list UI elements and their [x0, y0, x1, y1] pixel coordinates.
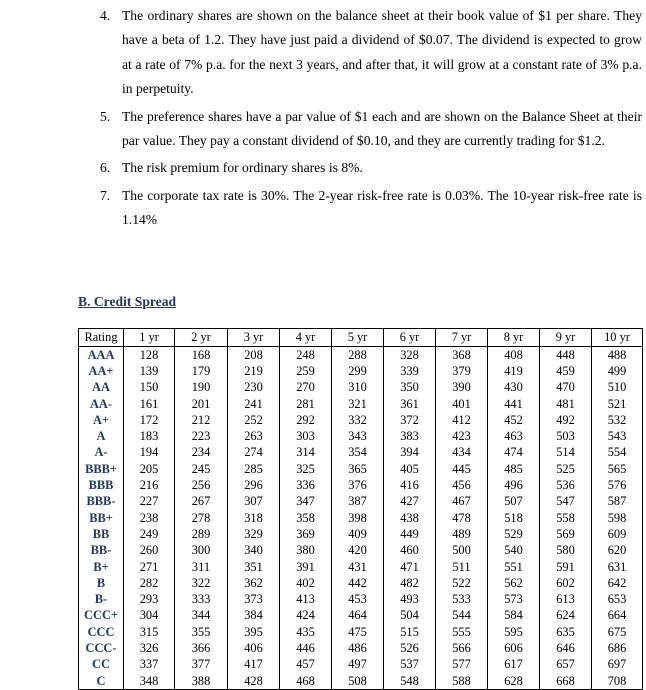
- spread-cell: 252: [228, 412, 280, 428]
- spread-cell: 259: [280, 363, 332, 379]
- spread-cell: 613: [540, 591, 592, 607]
- table-row: [79, 510, 643, 526]
- spread-cell: 470: [540, 380, 592, 396]
- spread-cell: 384: [228, 608, 280, 624]
- spread-cell: 139: [124, 363, 175, 379]
- rating-cell: BB+: [79, 510, 124, 526]
- spread-cell: 340: [228, 543, 280, 559]
- spread-cell: 405: [384, 461, 436, 477]
- spread-cell: 366: [175, 640, 228, 656]
- table-row: [79, 412, 643, 428]
- spread-cell: 293: [124, 591, 175, 607]
- spread-cell: 453: [332, 591, 384, 607]
- spread-cell: 336: [280, 477, 332, 493]
- spread-cell: 499: [592, 363, 643, 379]
- spread-cell: 413: [280, 591, 332, 607]
- table-row: [79, 477, 643, 493]
- spread-cell: 609: [592, 526, 643, 542]
- table-row: [79, 624, 643, 640]
- spread-cell: 555: [436, 624, 488, 640]
- table-row: [79, 396, 643, 412]
- rating-cell: A+: [79, 412, 124, 428]
- spread-cell: 606: [488, 640, 540, 656]
- spread-cell: 355: [175, 624, 228, 640]
- spread-cell: 183: [124, 428, 175, 444]
- table-row: [79, 640, 643, 656]
- spread-cell: 580: [540, 543, 592, 559]
- list-item: [78, 184, 642, 233]
- header-tenor: 6 yr: [384, 329, 436, 347]
- spread-cell: 274: [228, 445, 280, 461]
- spread-cell: 223: [175, 428, 228, 444]
- spread-cell: 518: [488, 510, 540, 526]
- table-row: [79, 445, 643, 461]
- table-row: [79, 526, 643, 542]
- spread-cell: 591: [540, 559, 592, 575]
- spread-cell: 463: [488, 428, 540, 444]
- spread-cell: 315: [124, 624, 175, 640]
- rating-cell: BBB-: [79, 494, 124, 510]
- spread-cell: 431: [332, 559, 384, 575]
- table-row: [79, 428, 643, 444]
- spread-cell: 230: [228, 380, 280, 396]
- spread-cell: 150: [124, 380, 175, 396]
- list-item-number: 7.: [100, 187, 111, 203]
- spread-cell: 339: [384, 363, 436, 379]
- spread-cell: 657: [540, 657, 592, 673]
- credit-spread-table: [78, 328, 643, 690]
- spread-cell: 628: [488, 673, 540, 690]
- table-row: [79, 494, 643, 510]
- spread-cell: 525: [540, 461, 592, 477]
- spread-cell: 653: [592, 591, 643, 607]
- spread-cell: 536: [540, 477, 592, 493]
- spread-cell: 368: [436, 347, 488, 364]
- spread-cell: 565: [592, 461, 643, 477]
- spread-cell: 573: [488, 591, 540, 607]
- spread-cell: 161: [124, 396, 175, 412]
- spread-cell: 299: [332, 363, 384, 379]
- spread-cell: 624: [540, 608, 592, 624]
- spread-cell: 344: [175, 608, 228, 624]
- spread-cell: 390: [436, 380, 488, 396]
- spread-cell: 343: [332, 428, 384, 444]
- spread-cell: 270: [280, 380, 332, 396]
- spread-cell: 391: [280, 559, 332, 575]
- spread-cell: 379: [436, 363, 488, 379]
- spread-cell: 296: [228, 477, 280, 493]
- spread-cell: 369: [280, 526, 332, 542]
- spread-cell: 238: [124, 510, 175, 526]
- spread-cell: 333: [175, 591, 228, 607]
- spread-cell: 201: [175, 396, 228, 412]
- table-row: [79, 380, 643, 396]
- spread-cell: 128: [124, 347, 175, 364]
- spread-cell: 514: [540, 445, 592, 461]
- spread-cell: 358: [280, 510, 332, 526]
- spread-cell: 457: [280, 657, 332, 673]
- spread-cell: 584: [488, 608, 540, 624]
- spread-cell: 383: [384, 428, 436, 444]
- spread-cell: 540: [488, 543, 540, 559]
- spread-cell: 438: [384, 510, 436, 526]
- spread-cell: 304: [124, 608, 175, 624]
- spread-cell: 216: [124, 477, 175, 493]
- spread-cell: 282: [124, 575, 175, 591]
- spread-cell: 668: [540, 673, 592, 690]
- spread-cell: 377: [175, 657, 228, 673]
- header-tenor: 5 yr: [332, 329, 384, 347]
- spread-cell: 292: [280, 412, 332, 428]
- spread-cell: 205: [124, 461, 175, 477]
- table-row: [79, 363, 643, 379]
- spread-cell: 420: [332, 543, 384, 559]
- spread-cell: 303: [280, 428, 332, 444]
- spread-cell: 388: [175, 673, 228, 690]
- spread-cell: 241: [228, 396, 280, 412]
- spread-cell: 234: [175, 445, 228, 461]
- header-tenor: 8 yr: [488, 329, 540, 347]
- spread-cell: 566: [436, 640, 488, 656]
- spread-cell: 642: [592, 575, 643, 591]
- spread-cell: 376: [332, 477, 384, 493]
- spread-cell: 529: [488, 526, 540, 542]
- spread-cell: 260: [124, 543, 175, 559]
- table-row: [79, 543, 643, 559]
- spread-cell: 172: [124, 412, 175, 428]
- header-tenor: 3 yr: [228, 329, 280, 347]
- spread-cell: 554: [592, 445, 643, 461]
- spread-cell: 537: [384, 657, 436, 673]
- spread-cell: 467: [436, 494, 488, 510]
- spread-cell: 464: [332, 608, 384, 624]
- spread-cell: 326: [124, 640, 175, 656]
- spread-cell: 310: [332, 380, 384, 396]
- spread-cell: 500: [436, 543, 488, 559]
- spread-cell: 423: [436, 428, 488, 444]
- spread-cell: 543: [592, 428, 643, 444]
- spread-cell: 547: [540, 494, 592, 510]
- spread-cell: 475: [332, 624, 384, 640]
- rating-cell: AA+: [79, 363, 124, 379]
- spread-cell: 430: [488, 380, 540, 396]
- list-item-number: 6.: [100, 160, 111, 176]
- list-item-text: The risk premium for ordinary shares is 8%.: [122, 160, 363, 176]
- spread-cell: 361: [384, 396, 436, 412]
- list-item-number: 5.: [100, 108, 111, 124]
- rating-cell: B-: [79, 591, 124, 607]
- table-row: [79, 657, 643, 673]
- spread-cell: 635: [540, 624, 592, 640]
- spread-cell: 533: [436, 591, 488, 607]
- spread-cell: 478: [436, 510, 488, 526]
- spread-cell: 314: [280, 445, 332, 461]
- spread-cell: 398: [332, 510, 384, 526]
- spread-cell: 511: [436, 559, 488, 575]
- spread-cell: 362: [228, 575, 280, 591]
- header-tenor: 1 yr: [124, 329, 175, 347]
- spread-cell: 267: [175, 494, 228, 510]
- spread-cell: 602: [540, 575, 592, 591]
- list-item: [78, 4, 642, 102]
- spread-cell: 194: [124, 445, 175, 461]
- rating-cell: CCC: [79, 624, 124, 640]
- spread-cell: 416: [384, 477, 436, 493]
- rating-cell: BBB+: [79, 461, 124, 477]
- rating-cell: BB: [79, 526, 124, 542]
- table-row: [79, 673, 643, 690]
- spread-cell: 488: [592, 347, 643, 364]
- spread-cell: 325: [280, 461, 332, 477]
- rating-cell: BB-: [79, 543, 124, 559]
- spread-cell: 408: [488, 347, 540, 364]
- rating-cell: C: [79, 673, 124, 690]
- spread-cell: 387: [332, 494, 384, 510]
- rating-cell: CCC-: [79, 640, 124, 656]
- spread-cell: 442: [332, 575, 384, 591]
- spread-cell: 708: [592, 673, 643, 690]
- rating-cell: AAA: [79, 347, 124, 364]
- spread-cell: 318: [228, 510, 280, 526]
- section-heading: B. Credit Spread: [78, 294, 177, 309]
- list-item-text: The ordinary shares are shown on the balance sheet at their book value of $1 per share. They have a beta of 1.2. They have just paid a dividend of $0.07. The dividend is expected to grow at a rate of 7% p.a. for the next 3 years, and after that, it will grow at a constant rate of 3% p.a. in perpetuity.: [122, 8, 642, 97]
- spread-cell: 372: [384, 412, 436, 428]
- spread-cell: 522: [436, 575, 488, 591]
- spread-cell: 248: [280, 347, 332, 364]
- spread-cell: 459: [540, 363, 592, 379]
- spread-cell: 492: [540, 412, 592, 428]
- spread-cell: 427: [384, 494, 436, 510]
- spread-cell: 401: [436, 396, 488, 412]
- spread-cell: 394: [384, 445, 436, 461]
- spread-cell: 285: [228, 461, 280, 477]
- spread-cell: 446: [280, 640, 332, 656]
- spread-cell: 474: [488, 445, 540, 461]
- spread-cell: 434: [436, 445, 488, 461]
- spread-cell: 332: [332, 412, 384, 428]
- spread-cell: 481: [540, 396, 592, 412]
- spread-cell: 598: [592, 510, 643, 526]
- spread-cell: 486: [332, 640, 384, 656]
- rating-cell: B+: [79, 559, 124, 575]
- spread-cell: 686: [592, 640, 643, 656]
- table-row: [79, 347, 643, 364]
- header-tenor: 10 yr: [592, 329, 643, 347]
- spread-cell: 485: [488, 461, 540, 477]
- spread-cell: 208: [228, 347, 280, 364]
- spread-cell: 245: [175, 461, 228, 477]
- header-tenor: 9 yr: [540, 329, 592, 347]
- spread-cell: 631: [592, 559, 643, 575]
- table-header-row: [79, 329, 643, 347]
- table-row: [79, 559, 643, 575]
- table-row: [79, 575, 643, 591]
- spread-cell: 493: [384, 591, 436, 607]
- spread-cell: 471: [384, 559, 436, 575]
- spread-cell: 227: [124, 494, 175, 510]
- spread-cell: 544: [436, 608, 488, 624]
- header-tenor: 4 yr: [280, 329, 332, 347]
- spread-cell: 548: [384, 673, 436, 690]
- spread-cell: 526: [384, 640, 436, 656]
- spread-cell: 300: [175, 543, 228, 559]
- spread-cell: 402: [280, 575, 332, 591]
- spread-cell: 441: [488, 396, 540, 412]
- spread-cell: 569: [540, 526, 592, 542]
- list-item-number: 4.: [100, 8, 111, 23]
- spread-cell: 212: [175, 412, 228, 428]
- spread-cell: 271: [124, 559, 175, 575]
- spread-cell: 577: [436, 657, 488, 673]
- spread-cell: 395: [228, 624, 280, 640]
- spread-cell: 311: [175, 559, 228, 575]
- spread-cell: 449: [384, 526, 436, 542]
- spread-cell: 179: [175, 363, 228, 379]
- rating-cell: B: [79, 575, 124, 591]
- header-rating: Rating: [79, 329, 124, 347]
- header-tenor: 7 yr: [436, 329, 488, 347]
- spread-cell: 507: [488, 494, 540, 510]
- spread-cell: 406: [228, 640, 280, 656]
- spread-cell: 558: [540, 510, 592, 526]
- rating-cell: BBB: [79, 477, 124, 493]
- spread-cell: 263: [228, 428, 280, 444]
- list-item-text: The preference shares have a par value of $1 each and are shown on the Balance Sheet at their par value. They pay a constant dividend of $0.10, and they are currently trading for $1.2.: [122, 108, 642, 149]
- spread-cell: 409: [332, 526, 384, 542]
- spread-cell: 562: [488, 575, 540, 591]
- spread-cell: 532: [592, 412, 643, 428]
- spread-cell: 288: [332, 347, 384, 364]
- spread-cell: 373: [228, 591, 280, 607]
- rating-cell: A-: [79, 445, 124, 461]
- spread-cell: 504: [384, 608, 436, 624]
- spread-cell: 675: [592, 624, 643, 640]
- spread-cell: 697: [592, 657, 643, 673]
- spread-cell: 168: [175, 347, 228, 364]
- list-item-text: The corporate tax rate is 30%. The 2-year risk-free rate is 0.03%. The 10-year risk-free rate is 1.14%: [122, 187, 642, 228]
- spread-cell: 435: [280, 624, 332, 640]
- spread-cell: 510: [592, 380, 643, 396]
- spread-cell: 329: [228, 526, 280, 542]
- rating-cell: A: [79, 428, 124, 444]
- spread-cell: 617: [488, 657, 540, 673]
- spread-cell: 551: [488, 559, 540, 575]
- spread-cell: 249: [124, 526, 175, 542]
- spread-cell: 219: [228, 363, 280, 379]
- spread-cell: 489: [436, 526, 488, 542]
- spread-cell: 351: [228, 559, 280, 575]
- spread-cell: 521: [592, 396, 643, 412]
- spread-cell: 508: [332, 673, 384, 690]
- spread-cell: 576: [592, 477, 643, 493]
- spread-cell: 620: [592, 543, 643, 559]
- list-item: [78, 156, 642, 180]
- spread-cell: 503: [540, 428, 592, 444]
- spread-cell: 328: [384, 347, 436, 364]
- spread-cell: 380: [280, 543, 332, 559]
- rating-cell: AA: [79, 380, 124, 396]
- numbered-list: [78, 4, 642, 236]
- spread-cell: 307: [228, 494, 280, 510]
- spread-cell: 365: [332, 461, 384, 477]
- spread-cell: 256: [175, 477, 228, 493]
- rating-cell: AA-: [79, 396, 124, 412]
- spread-cell: 278: [175, 510, 228, 526]
- spread-cell: 664: [592, 608, 643, 624]
- spread-cell: 497: [332, 657, 384, 673]
- spread-cell: 190: [175, 380, 228, 396]
- spread-cell: 445: [436, 461, 488, 477]
- spread-cell: 468: [280, 673, 332, 690]
- list-item: [78, 105, 642, 154]
- table-row: [79, 608, 643, 624]
- spread-cell: 337: [124, 657, 175, 673]
- spread-cell: 412: [436, 412, 488, 428]
- spread-cell: 588: [436, 673, 488, 690]
- spread-cell: 448: [540, 347, 592, 364]
- spread-cell: 428: [228, 673, 280, 690]
- spread-cell: 321: [332, 396, 384, 412]
- rating-cell: CC: [79, 657, 124, 673]
- spread-cell: 424: [280, 608, 332, 624]
- spread-cell: 417: [228, 657, 280, 673]
- rating-cell: CCC+: [79, 608, 124, 624]
- spread-cell: 587: [592, 494, 643, 510]
- spread-cell: 281: [280, 396, 332, 412]
- table-row: [79, 591, 643, 607]
- table-row: [79, 461, 643, 477]
- spread-cell: 419: [488, 363, 540, 379]
- header-tenor: 2 yr: [175, 329, 228, 347]
- spread-cell: 456: [436, 477, 488, 493]
- spread-cell: 289: [175, 526, 228, 542]
- spread-cell: 348: [124, 673, 175, 690]
- spread-cell: 460: [384, 543, 436, 559]
- spread-cell: 646: [540, 640, 592, 656]
- spread-cell: 595: [488, 624, 540, 640]
- spread-cell: 496: [488, 477, 540, 493]
- spread-cell: 350: [384, 380, 436, 396]
- spread-cell: 347: [280, 494, 332, 510]
- spread-cell: 322: [175, 575, 228, 591]
- spread-cell: 515: [384, 624, 436, 640]
- spread-cell: 482: [384, 575, 436, 591]
- spread-cell: 452: [488, 412, 540, 428]
- spread-cell: 354: [332, 445, 384, 461]
